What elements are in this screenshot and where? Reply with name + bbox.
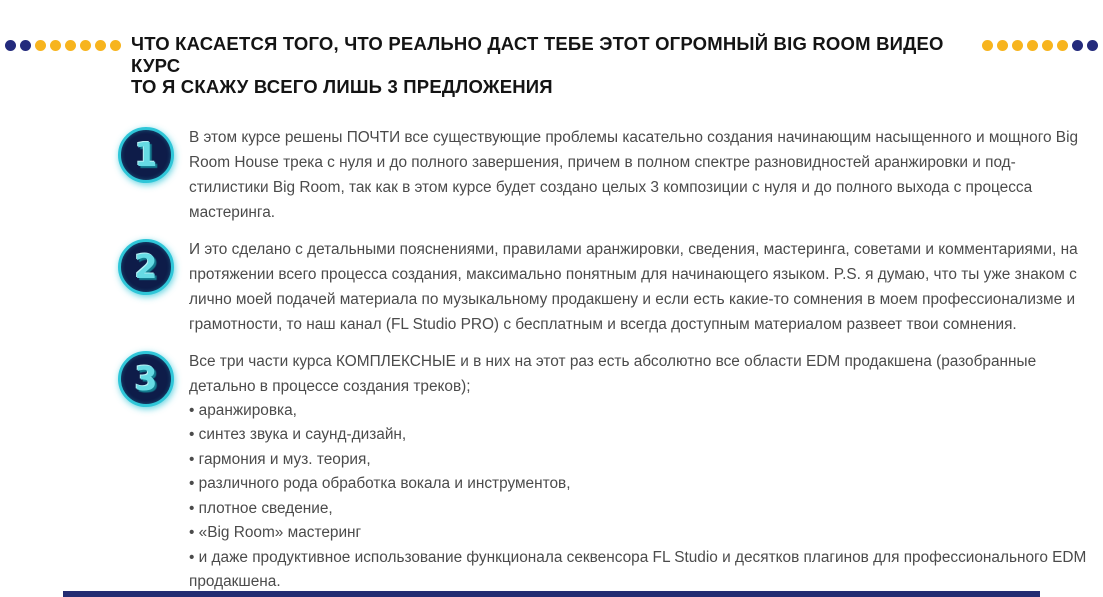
benefit-item-2 [118, 237, 1095, 337]
step-number-badge-1 [118, 127, 174, 183]
benefit-item-2-text [189, 237, 1091, 337]
navy-dot [1087, 40, 1098, 51]
benefit-item-3-text [189, 349, 1091, 595]
page-title-line-1: ЧТО КАСАЕТСЯ ТОГО, ЧТО РЕАЛЬНО ДАСТ ТЕБЕ ЭТОТ ОГРОМНЫЙ BIG ROOM ВИДЕО КУРС [131, 33, 944, 76]
decorative-dots-left [5, 40, 121, 51]
decorative-dots-right [982, 40, 1098, 51]
step-number: 3 [134, 359, 158, 398]
course-areas-list [189, 399, 1091, 595]
page-title [131, 33, 972, 98]
step-number: 1 [134, 135, 158, 174]
benefit-item-1-text [189, 125, 1091, 225]
list-item: • аранжировка, [189, 401, 297, 419]
list-item: • и даже продуктивное использование функционала секвенсора FL Studio и десятков плагинов для профессионального EDM продакшена. [189, 548, 1087, 590]
item-paragraph: И это сделано с детальными пояснениями, правилами аранжировки, сведения, мастеринга, советами и комментариями, на протяжении всего процесса создания, максимально понятным для начинающего языком. P.S. я думаю, что ты уже знаком с лично моей подачей материала по музыкальному продакшену и если есть какие-то сомнения в моем профессионализме и грамотности, то наш канал (FL Studio PRO) с бесплатным и всегда доступным материалом развеет твои сомнения. [189, 240, 1078, 333]
item-paragraph: В этом курсе решены ПОЧТИ все существующие проблемы касательно создания начинающим насыщенного и мощного Big Room House трека с нуля и до полного завершения, причем в полном спектре разновидностей аранжировки и под-стилистики Big Room, так как в этом курсе будет создано целых 3 композиции с нуля и до полного выхода с процесса мастеринга. [189, 128, 1079, 221]
step-number-badge-3 [118, 351, 174, 407]
benefit-item-1 [118, 125, 1095, 225]
benefit-items-list [0, 98, 1103, 595]
yellow-dot [80, 40, 91, 51]
item-paragraph: Все три части курса КОМПЛЕКСНЫЕ и в них на этот раз есть абсолютно все области EDM продакшена (разобранные детально в процессе создания треков); [189, 352, 1037, 395]
section-header [0, 0, 1103, 98]
yellow-dot [65, 40, 76, 51]
yellow-dot [50, 40, 61, 51]
yellow-dot [982, 40, 993, 51]
yellow-dot [110, 40, 121, 51]
list-item: • гармония и муз. теория, [189, 450, 371, 468]
yellow-dot [1012, 40, 1023, 51]
list-item: • синтез звука и саунд-дизайн, [189, 426, 407, 443]
yellow-dot [1057, 40, 1068, 51]
navy-dot [1072, 40, 1083, 51]
list-item: • различного рода обработка вокала и инструментов, [189, 475, 571, 492]
step-number-badge-2 [118, 239, 174, 295]
list-item: • «Big Room» мастеринг [189, 524, 362, 541]
navy-dot [20, 40, 31, 51]
list-item: • плотное сведение, [189, 499, 333, 517]
navy-dot [5, 40, 16, 51]
yellow-dot [997, 40, 1008, 51]
yellow-dot [1027, 40, 1038, 51]
next-section-top-edge [63, 591, 1040, 597]
yellow-dot [1042, 40, 1053, 51]
yellow-dot [95, 40, 106, 51]
page-title-line-2: ТО Я СКАЖУ ВСЕГО ЛИШЬ 3 ПРЕДЛОЖЕНИЯ [131, 76, 553, 97]
yellow-dot [35, 40, 46, 51]
benefit-item-3 [118, 349, 1095, 595]
step-number: 2 [134, 247, 158, 286]
